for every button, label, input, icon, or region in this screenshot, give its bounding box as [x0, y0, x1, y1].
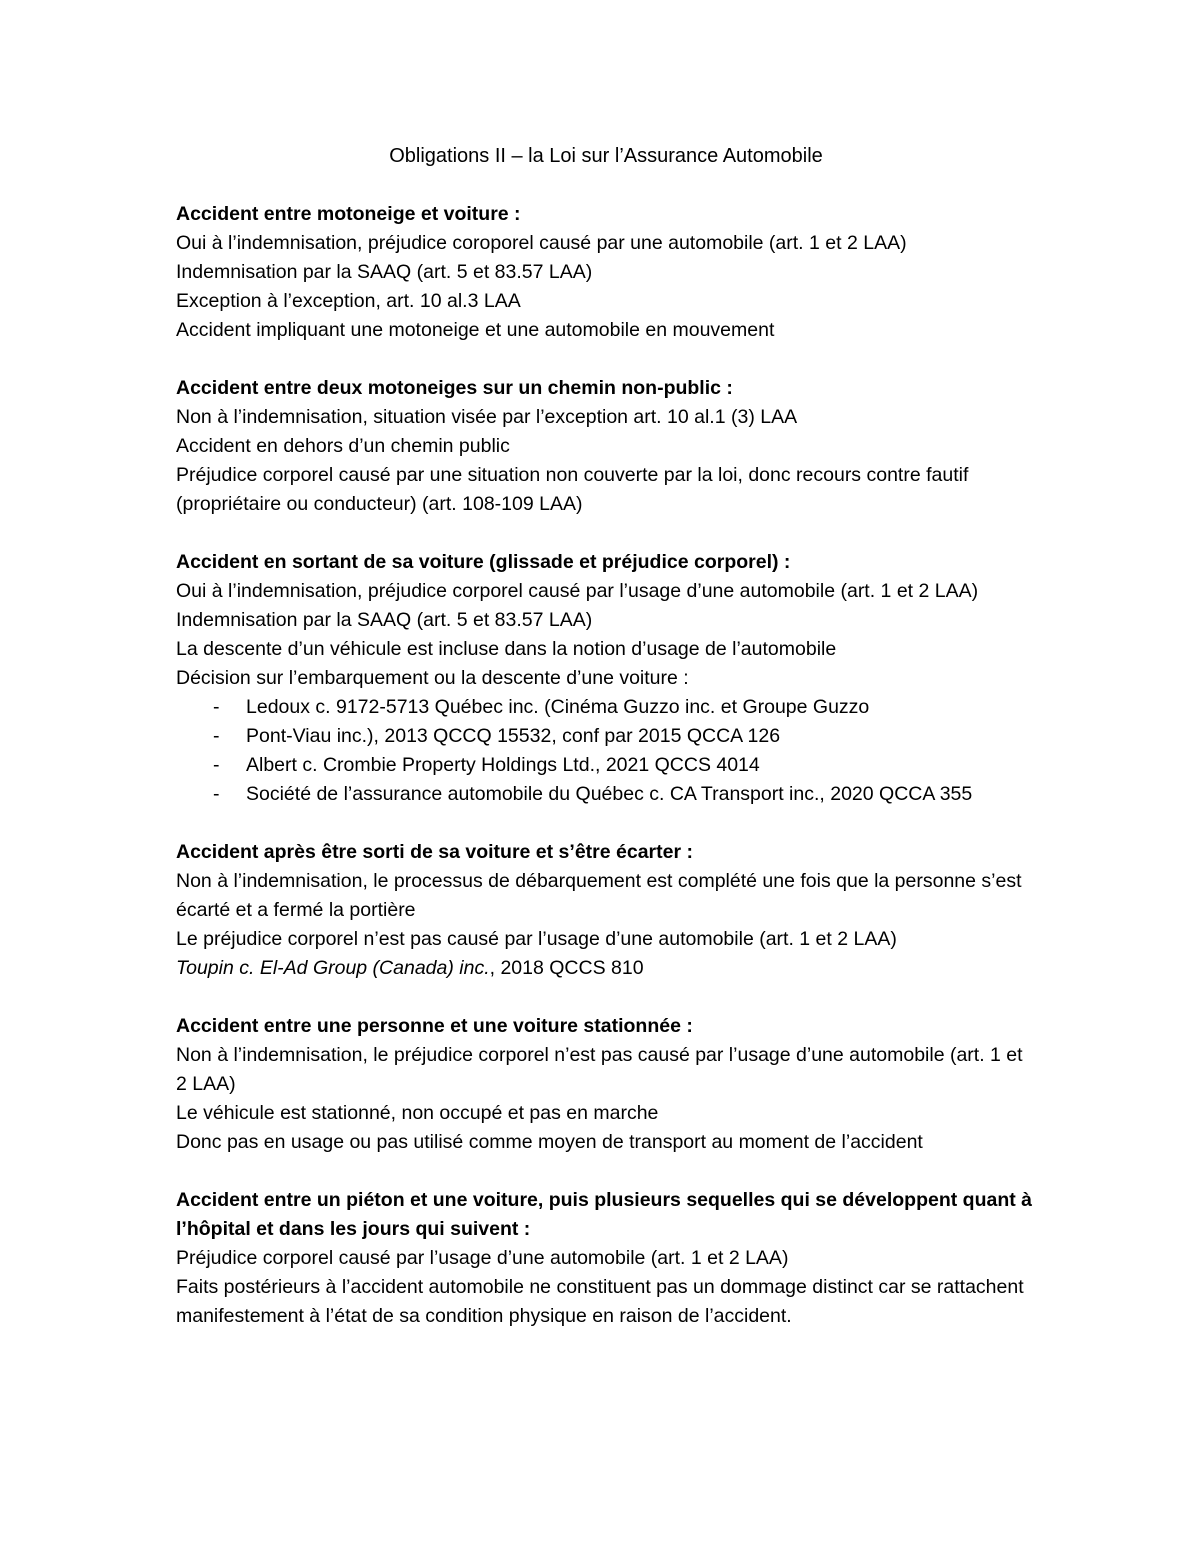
section-heading: Accident après être sorti de sa voiture et s’être écarter :: [176, 841, 693, 863]
paragraph-line: Préjudice corporel causé par l’usage d’une automobile (art. 1 et 2 LAA): [176, 1247, 789, 1269]
paragraph-line: Accident en dehors d’un chemin public: [176, 435, 510, 457]
paragraph-line: Oui à l’indemnisation, préjudice coroporel causé par une automobile (art. 1 et 2 LAA): [176, 232, 907, 254]
list-item: [213, 693, 1036, 722]
section-heading: Accident entre une personne et une voiture stationnée :: [176, 1015, 693, 1037]
paragraph-line: Indemnisation par la SAAQ (art. 5 et 83.57 LAA): [176, 609, 593, 631]
document-page: [176, 142, 1036, 1360]
document-title: Obligations II – la Loi sur l’Assurance Automobile: [389, 145, 823, 167]
paragraph-line: Accident impliquant une motoneige et une automobile en mouvement: [176, 319, 775, 341]
paragraph-line: Non à l’indemnisation, le processus de débarquement est complété une fois que la personne s’est écarté et a fermé la portière: [176, 870, 1022, 921]
paragraph-line: Décision sur l’embarquement ou la descente d’une voiture :: [176, 667, 689, 689]
section-heading: Accident entre motoneige et voiture :: [176, 203, 521, 225]
section-deux-motoneiges: [176, 374, 1036, 519]
case-citation: Albert c. Crombie Property Holdings Ltd., 2021 QCCS 4014: [246, 754, 760, 776]
paragraph-line: Non à l’indemnisation, le préjudice corporel n’est pas causé par l’usage d’une automobile (art. 1 et 2 LAA): [176, 1044, 1023, 1095]
bullet-dash: -: [213, 725, 220, 747]
case-citation: Société de l’assurance automobile du Québec c. CA Transport inc., 2020 QCCA 355: [246, 783, 973, 805]
case-citation-rest: , 2018 QCCS 810: [489, 957, 644, 979]
section-pieton-voiture: [176, 1186, 1036, 1331]
section-motoneige-voiture: [176, 200, 1036, 345]
paragraph-line: Préjudice corporel causé par une situation non couverte par la loi, donc recours contre fautif (propriétaire ou conducteur) (art. 108-109 LAA): [176, 464, 969, 515]
bullet-dash: -: [213, 754, 220, 776]
section-heading: Accident en sortant de sa voiture (glissade et préjudice corporel) :: [176, 551, 791, 573]
case-reference: [176, 954, 1036, 983]
section-apres-sorti: [176, 838, 1036, 983]
paragraph-line: Exception à l’exception, art. 10 al.3 LAA: [176, 290, 521, 312]
case-citation: Ledoux c. 9172-5713 Québec inc. (Cinéma Guzzo inc. et Groupe Guzzo: [246, 696, 870, 718]
case-citation: Pont-Viau inc.), 2013 QCCQ 15532, conf par 2015 QCCA 126: [246, 725, 781, 747]
section-sortant-voiture: [176, 548, 1036, 809]
paragraph-line: Indemnisation par la SAAQ (art. 5 et 83.57 LAA): [176, 261, 593, 283]
list-item: [213, 751, 1036, 780]
section-heading: Accident entre deux motoneiges sur un chemin non-public :: [176, 377, 733, 399]
paragraph-line: Le préjudice corporel n’est pas causé par l’usage d’une automobile (art. 1 et 2 LAA): [176, 928, 897, 950]
section-heading: Accident entre un piéton et une voiture, puis plusieurs sequelles qui se développent quant à l’hôpital et dans les jours qui suivent :: [176, 1189, 1032, 1240]
bullet-dash: -: [213, 696, 220, 718]
paragraph-line: La descente d’un véhicule est incluse dans la notion d’usage de l’automobile: [176, 638, 837, 660]
section-voiture-stationnee: [176, 1012, 1036, 1157]
case-name-italic: Toupin c. El-Ad Group (Canada) inc.: [176, 957, 490, 979]
paragraph-line: Faits postérieurs à l’accident automobile ne constituent pas un dommage distinct car se rattachent manifestement à l’état de sa condition physique en raison de l’accident.: [176, 1276, 1024, 1327]
list-item: [213, 780, 1036, 809]
case-list: [176, 693, 1036, 809]
bullet-dash: -: [213, 783, 220, 805]
paragraph-line: Non à l’indemnisation, situation visée par l’exception art. 10 al.1 (3) LAA: [176, 406, 798, 428]
paragraph-line: Oui à l’indemnisation, préjudice corporel causé par l’usage d’une automobile (art. 1 et 2 LAA): [176, 580, 979, 602]
list-item: [213, 722, 1036, 751]
paragraph-line: Donc pas en usage ou pas utilisé comme moyen de transport au moment de l’accident: [176, 1131, 923, 1153]
paragraph-line: Le véhicule est stationné, non occupé et pas en marche: [176, 1102, 659, 1124]
